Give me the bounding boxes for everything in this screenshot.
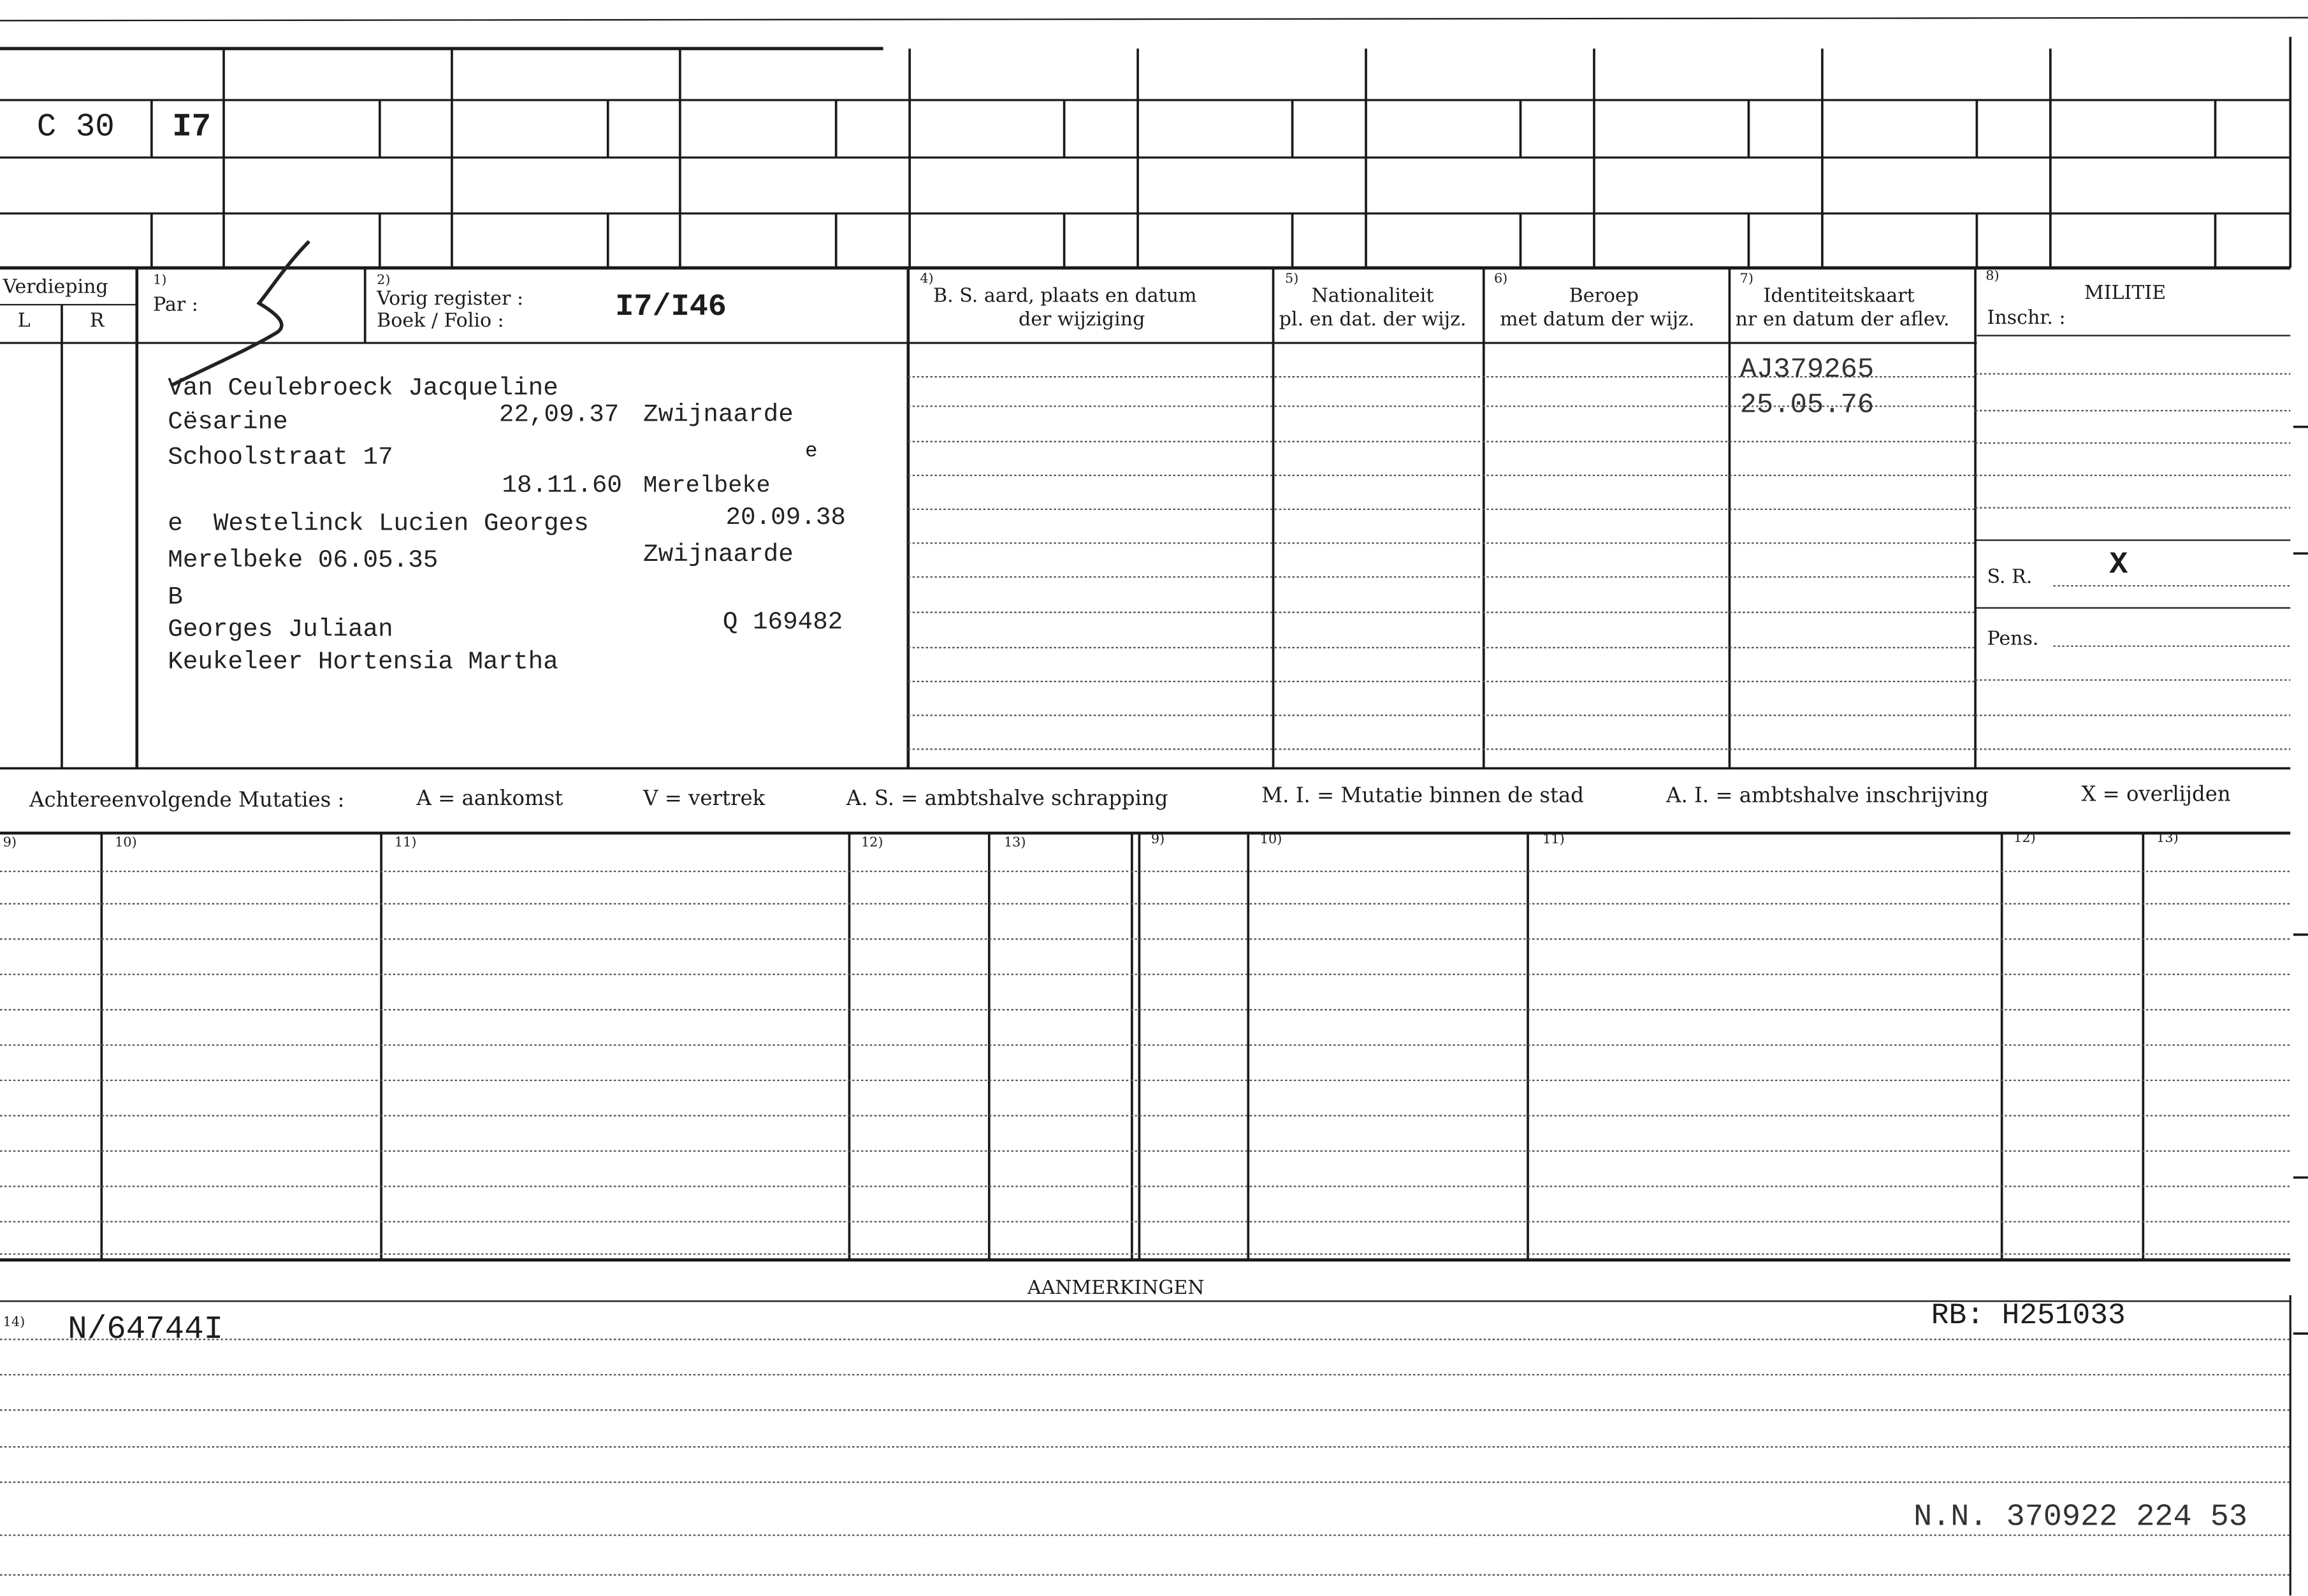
spouse-birth-date: 20.09.38: [725, 505, 846, 533]
spouse-birth-place: Zwijnaarde: [643, 541, 794, 570]
beroep-header-1: Beroep: [1569, 286, 1639, 308]
remarks-nn: N.N. 370922 224 53: [1913, 1501, 2247, 1535]
bs-header-2: der wijziging: [1019, 308, 1145, 331]
verdieping-header: Verdieping: [3, 277, 108, 299]
sr-label: S. R.: [1987, 567, 2033, 589]
militie-num: 8): [1985, 269, 2000, 284]
top-code: C 30: [36, 108, 115, 146]
mutation-col-11: 11): [394, 836, 417, 851]
status: B: [168, 584, 183, 613]
spouse-prefix: e: [168, 511, 183, 539]
id-card-number: AJ379265: [1739, 353, 1875, 386]
beroep-header-2: met datum der wijz.: [1500, 308, 1695, 331]
par-num: 1): [153, 273, 167, 289]
mutation-col-10: 10): [115, 836, 137, 851]
id-header-1: Identiteitskaart: [1763, 286, 1915, 308]
mark-e: e: [805, 440, 818, 464]
mutation-col-10b: 10): [1259, 833, 1282, 848]
birth-place: Zwijnaarde: [643, 402, 794, 430]
person-name-2: Cësarine: [168, 409, 288, 437]
legend-v: V = vertrek: [643, 787, 766, 811]
marriage-info: Merelbeke 06.05.35: [168, 548, 439, 576]
mutation-col-13: 13): [1003, 836, 1026, 851]
birth-date: 22,09.37: [498, 402, 620, 430]
boek-folio-label: Boek / Folio :: [377, 310, 504, 333]
inschr-label: Inschr. :: [1987, 307, 2066, 330]
remarks-num: 14): [3, 1316, 25, 1331]
remarks-ref: N/64744I: [68, 1311, 224, 1349]
top-number: I7: [172, 108, 212, 146]
mutation-col-12b: 12): [2014, 831, 2036, 846]
legend-ai: A. I. = ambtshalve inschrijving: [1666, 784, 1989, 808]
boek-folio-value: I7/I46: [615, 291, 727, 326]
legend-mi: M. I. = Mutatie binnen de stad: [1261, 784, 1584, 808]
nat-header-1: Nationaliteit: [1311, 286, 1434, 308]
bs-header-1: B. S. aard, plaats en datum: [933, 286, 1197, 308]
father-name: Georges Juliaan: [168, 616, 393, 645]
person-name-1: Van Ceulebroeck Jacqueline: [168, 375, 558, 403]
mutation-col-9: 9): [3, 836, 17, 851]
nat-num: 5): [1285, 272, 1299, 287]
legend-title: Achtereenvolgende Mutaties :: [29, 788, 345, 813]
id-card-date: 25.05.76: [1739, 388, 1875, 421]
bs-num: 4): [920, 272, 934, 287]
father-ref: Q 169482: [722, 609, 843, 637]
move-place: Merelbeke: [643, 472, 771, 499]
legend-a: A = aankomst: [416, 787, 563, 811]
id-num: 7): [1739, 272, 1753, 287]
pens-label: Pens.: [1987, 628, 2039, 651]
legend-as: A. S. = ambtshalve schrapping: [846, 787, 1168, 811]
vorig-num: 2): [377, 273, 391, 289]
legend-x: X = overlijden: [2081, 783, 2231, 807]
mutation-col-11b: 11): [1542, 833, 1565, 848]
l-header: L: [17, 310, 31, 333]
mutation-col-13b: 13): [2156, 831, 2179, 846]
beroep-num: 6): [1493, 272, 1508, 287]
move-date: 18.11.60: [502, 472, 622, 501]
vorig-register-label: Vorig register :: [377, 288, 524, 311]
militie-header: MILITIE: [2084, 282, 2166, 305]
sr-value: X: [2109, 549, 2128, 583]
id-header-2: nr en datum der aflev.: [1735, 308, 1950, 331]
mother-name: Keukeleer Hortensia Martha: [168, 649, 558, 678]
address: Schoolstraat 17: [168, 444, 393, 473]
mutation-col-12: 12): [860, 836, 883, 851]
remarks-rb: RB: H251033: [1931, 1300, 2126, 1334]
spouse-name: Westelinck Lucien Georges: [213, 511, 589, 539]
remarks-title: AANMERKINGEN: [1027, 1277, 1205, 1300]
nat-header-2: pl. en dat. der wijz.: [1279, 308, 1467, 331]
r-header: R: [89, 310, 105, 333]
mutation-col-9b: 9): [1150, 833, 1165, 848]
par-label: Par :: [153, 294, 198, 317]
